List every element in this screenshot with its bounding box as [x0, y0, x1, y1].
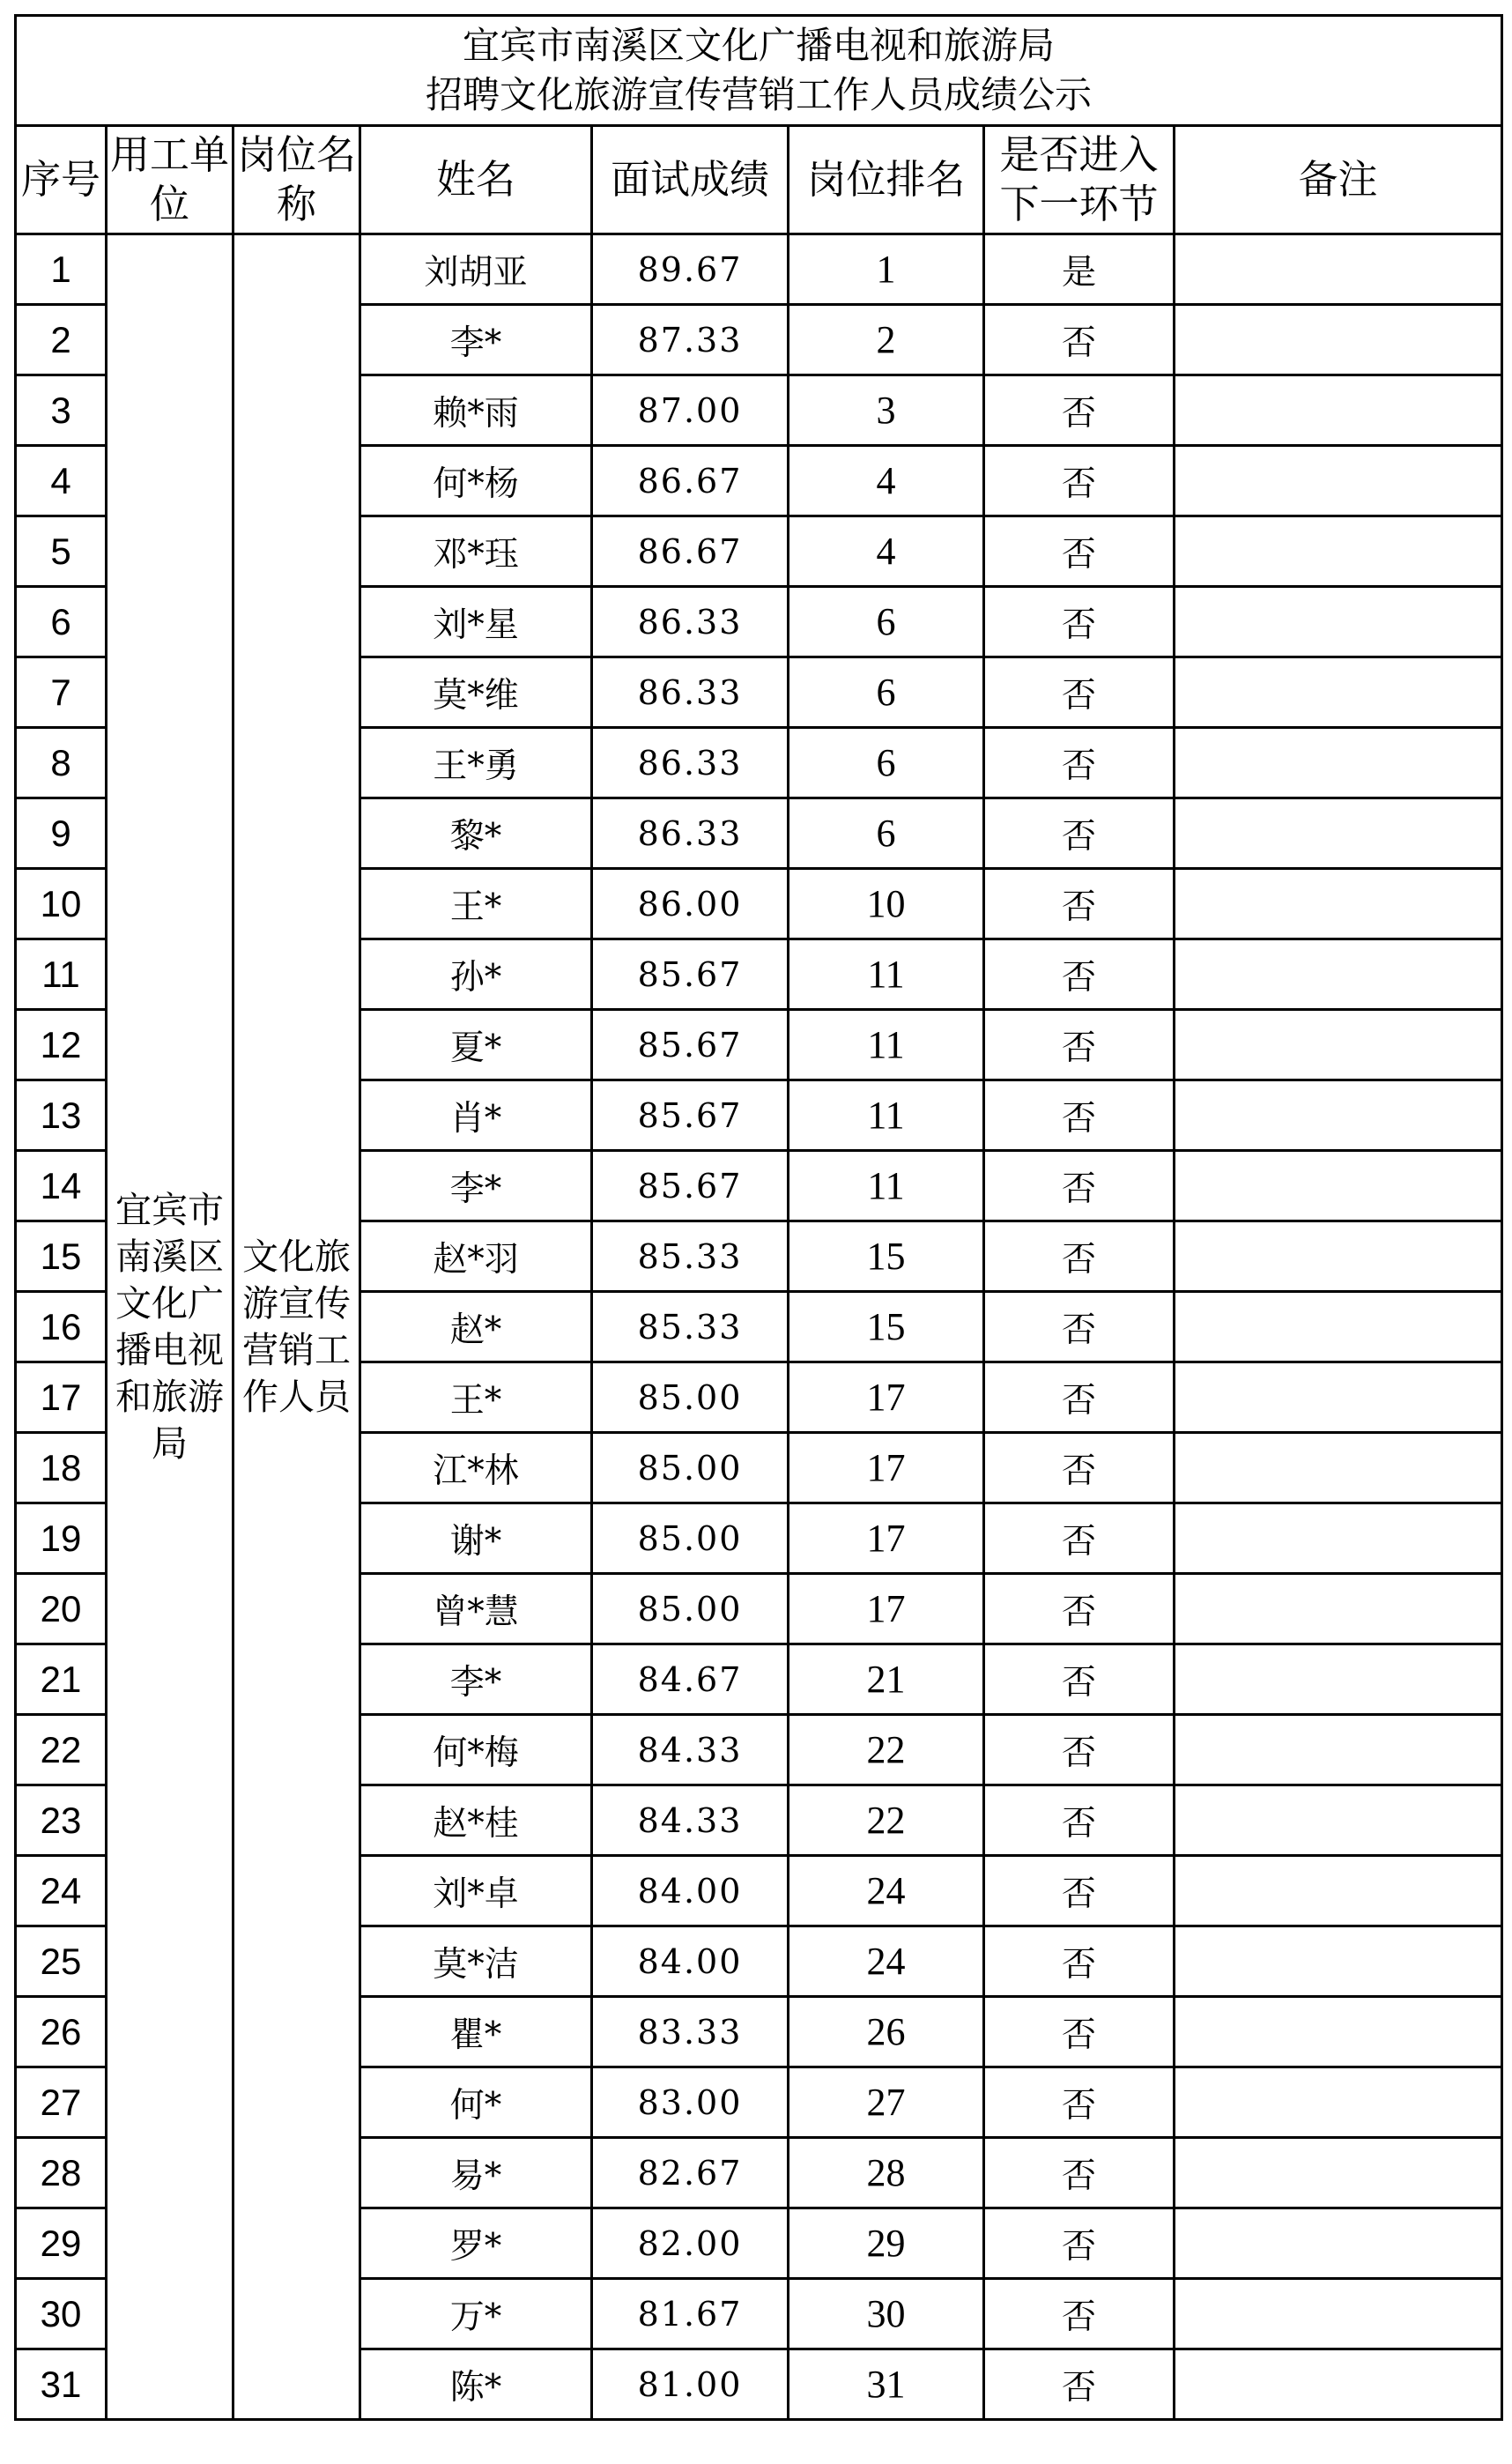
results-sheet: [14, 14, 1501, 2421]
cell-remark: [1175, 2279, 1502, 2349]
cell-no: 24: [16, 1856, 107, 1926]
cell-rank: 29: [789, 2208, 984, 2279]
cell-name: 赵*羽: [360, 1221, 592, 1292]
cell-score: 85.67: [592, 939, 789, 1010]
cell-score: 87.33: [592, 305, 789, 375]
cell-score: 86.33: [592, 798, 789, 869]
cell-next-stage: 否: [984, 2349, 1175, 2420]
cell-next-stage: 否: [984, 1997, 1175, 2067]
cell-next-stage: 否: [984, 1151, 1175, 1221]
title-line-2: 招聘文化旅游宣传营销工作人员成绩公示: [426, 73, 1093, 116]
cell-score: 86.33: [592, 587, 789, 657]
cell-score: 84.33: [592, 1785, 789, 1856]
cell-remark: [1175, 1221, 1502, 1292]
cell-rank: 21: [789, 1644, 984, 1715]
cell-next-stage: 否: [984, 2067, 1175, 2138]
cell-score: 83.00: [592, 2067, 789, 2138]
cell-rank: 28: [789, 2138, 984, 2208]
cell-name: 王*勇: [360, 728, 592, 798]
cell-rank: 31: [789, 2349, 984, 2420]
cell-score: 85.67: [592, 1010, 789, 1080]
cell-score: 85.00: [592, 1503, 789, 1574]
cell-score: 86.33: [592, 728, 789, 798]
cell-next-stage: 是: [984, 234, 1175, 305]
cell-score: 84.00: [592, 1926, 789, 1997]
cell-next-stage: 否: [984, 516, 1175, 587]
cell-next-stage: 否: [984, 1574, 1175, 1644]
cell-no: 19: [16, 1503, 107, 1574]
cell-no: 1: [16, 234, 107, 305]
cell-score: 85.00: [592, 1574, 789, 1644]
cell-remark: [1175, 1574, 1502, 1644]
cell-name: 何*: [360, 2067, 592, 2138]
cell-rank: 4: [789, 446, 984, 516]
cell-score: 82.00: [592, 2208, 789, 2279]
cell-no: 9: [16, 798, 107, 869]
header-name: 姓名: [360, 126, 592, 234]
cell-score: 85.67: [592, 1151, 789, 1221]
cell-next-stage: 否: [984, 1292, 1175, 1362]
cell-no: 12: [16, 1010, 107, 1080]
cell-remark: [1175, 939, 1502, 1010]
cell-no: 3: [16, 375, 107, 446]
cell-name: 李*: [360, 305, 592, 375]
cell-name: 莫*洁: [360, 1926, 592, 1997]
cell-rank: 17: [789, 1574, 984, 1644]
cell-no: 31: [16, 2349, 107, 2420]
cell-rank: 10: [789, 869, 984, 939]
cell-rank: 11: [789, 1080, 984, 1151]
cell-next-stage: 否: [984, 1010, 1175, 1080]
cell-remark: [1175, 1362, 1502, 1433]
cell-rank: 17: [789, 1362, 984, 1433]
cell-remark: [1175, 446, 1502, 516]
cell-name: 万*: [360, 2279, 592, 2349]
cell-rank: 11: [789, 939, 984, 1010]
cell-position: 文化旅游宣传营销工作人员: [233, 234, 360, 2420]
cell-name: 夏*: [360, 1010, 592, 1080]
header-score: 面试成绩: [592, 126, 789, 234]
cell-rank: 15: [789, 1221, 984, 1292]
cell-score: 81.00: [592, 2349, 789, 2420]
cell-next-stage: 否: [984, 1785, 1175, 1856]
cell-remark: [1175, 2067, 1502, 2138]
cell-name: 何*杨: [360, 446, 592, 516]
header-row: [16, 126, 1502, 234]
cell-no: 14: [16, 1151, 107, 1221]
cell-name: 赵*: [360, 1292, 592, 1362]
title-line-1: 宜宾市南溪区文化广播电视和旅游局: [463, 24, 1056, 67]
cell-next-stage: 否: [984, 1644, 1175, 1715]
cell-name: 肖*: [360, 1080, 592, 1151]
cell-score: 86.33: [592, 657, 789, 728]
cell-name: 江*林: [360, 1433, 592, 1503]
cell-name: 刘*星: [360, 587, 592, 657]
cell-name: 罗*: [360, 2208, 592, 2279]
cell-rank: 6: [789, 657, 984, 728]
cell-remark: [1175, 516, 1502, 587]
cell-name: 瞿*: [360, 1997, 592, 2067]
table-row: [16, 234, 1502, 305]
cell-rank: 3: [789, 375, 984, 446]
cell-next-stage: 否: [984, 1080, 1175, 1151]
cell-score: 84.67: [592, 1644, 789, 1715]
cell-score: 85.33: [592, 1292, 789, 1362]
cell-next-stage: 否: [984, 2279, 1175, 2349]
cell-name: 易*: [360, 2138, 592, 2208]
cell-next-stage: 否: [984, 2208, 1175, 2279]
cell-next-stage: 否: [984, 728, 1175, 798]
cell-remark: [1175, 1644, 1502, 1715]
cell-remark: [1175, 375, 1502, 446]
cell-no: 10: [16, 869, 107, 939]
cell-next-stage: 否: [984, 1362, 1175, 1433]
cell-no: 15: [16, 1221, 107, 1292]
cell-no: 26: [16, 1997, 107, 2067]
cell-name: 曾*慧: [360, 1574, 592, 1644]
cell-remark: [1175, 305, 1502, 375]
table-title: [16, 16, 1502, 126]
cell-name: 黎*: [360, 798, 592, 869]
cell-remark: [1175, 1856, 1502, 1926]
cell-score: 83.33: [592, 1997, 789, 2067]
cell-score: 86.67: [592, 516, 789, 587]
cell-name: 王*: [360, 869, 592, 939]
cell-score: 84.00: [592, 1856, 789, 1926]
cell-remark: [1175, 728, 1502, 798]
cell-name: 李*: [360, 1151, 592, 1221]
cell-next-stage: 否: [984, 1433, 1175, 1503]
title-row: [16, 16, 1502, 126]
cell-name: 孙*: [360, 939, 592, 1010]
header-employer: 用工单位: [107, 126, 233, 234]
cell-remark: [1175, 1433, 1502, 1503]
cell-rank: 6: [789, 587, 984, 657]
cell-score: 86.00: [592, 869, 789, 939]
cell-score: 85.67: [592, 1080, 789, 1151]
cell-remark: [1175, 1151, 1502, 1221]
cell-rank: 4: [789, 516, 984, 587]
cell-score: 85.00: [592, 1433, 789, 1503]
cell-no: 5: [16, 516, 107, 587]
cell-score: 87.00: [592, 375, 789, 446]
cell-no: 17: [16, 1362, 107, 1433]
cell-next-stage: 否: [984, 1926, 1175, 1997]
cell-next-stage: 否: [984, 446, 1175, 516]
cell-next-stage: 否: [984, 587, 1175, 657]
cell-name: 何*梅: [360, 1715, 592, 1785]
cell-no: 25: [16, 1926, 107, 1997]
cell-rank: 30: [789, 2279, 984, 2349]
cell-name: 王*: [360, 1362, 592, 1433]
cell-no: 4: [16, 446, 107, 516]
cell-remark: [1175, 1080, 1502, 1151]
cell-rank: 2: [789, 305, 984, 375]
table-body: [16, 16, 1502, 2420]
cell-no: 20: [16, 1574, 107, 1644]
cell-next-stage: 否: [984, 939, 1175, 1010]
cell-score: 86.67: [592, 446, 789, 516]
cell-next-stage: 否: [984, 1715, 1175, 1785]
cell-score: 85.00: [592, 1362, 789, 1433]
cell-rank: 11: [789, 1010, 984, 1080]
header-next-stage: 是否进入下一环节: [984, 126, 1175, 234]
cell-no: 28: [16, 2138, 107, 2208]
cell-next-stage: 否: [984, 798, 1175, 869]
cell-name: 赵*桂: [360, 1785, 592, 1856]
cell-rank: 24: [789, 1926, 984, 1997]
cell-name: 莫*维: [360, 657, 592, 728]
cell-no: 18: [16, 1433, 107, 1503]
cell-remark: [1175, 587, 1502, 657]
cell-remark: [1175, 798, 1502, 869]
cell-name: 赖*雨: [360, 375, 592, 446]
cell-next-stage: 否: [984, 305, 1175, 375]
header-position: 岗位名称: [233, 126, 360, 234]
cell-no: 2: [16, 305, 107, 375]
cell-next-stage: 否: [984, 1221, 1175, 1292]
cell-remark: [1175, 1715, 1502, 1785]
cell-rank: 6: [789, 728, 984, 798]
cell-no: 8: [16, 728, 107, 798]
cell-remark: [1175, 1503, 1502, 1574]
cell-rank: 17: [789, 1433, 984, 1503]
cell-next-stage: 否: [984, 1503, 1175, 1574]
cell-rank: 22: [789, 1715, 984, 1785]
cell-no: 23: [16, 1785, 107, 1856]
cell-remark: [1175, 657, 1502, 728]
cell-rank: 17: [789, 1503, 984, 1574]
cell-remark: [1175, 2349, 1502, 2420]
cell-next-stage: 否: [984, 2138, 1175, 2208]
cell-name: 陈*: [360, 2349, 592, 2420]
cell-score: 85.33: [592, 1221, 789, 1292]
results-table: [14, 14, 1503, 2421]
cell-no: 27: [16, 2067, 107, 2138]
header-rank: 岗位排名: [789, 126, 984, 234]
cell-rank: 22: [789, 1785, 984, 1856]
cell-no: 22: [16, 1715, 107, 1785]
cell-remark: [1175, 2208, 1502, 2279]
cell-no: 13: [16, 1080, 107, 1151]
cell-rank: 26: [789, 1997, 984, 2067]
cell-no: 16: [16, 1292, 107, 1362]
cell-rank: 24: [789, 1856, 984, 1926]
cell-no: 21: [16, 1644, 107, 1715]
cell-remark: [1175, 869, 1502, 939]
cell-name: 谢*: [360, 1503, 592, 1574]
cell-score: 82.67: [592, 2138, 789, 2208]
cell-no: 7: [16, 657, 107, 728]
cell-name: 刘*卓: [360, 1856, 592, 1926]
cell-remark: [1175, 1292, 1502, 1362]
cell-score: 81.67: [592, 2279, 789, 2349]
cell-name: 邓*珏: [360, 516, 592, 587]
cell-remark: [1175, 234, 1502, 305]
cell-no: 6: [16, 587, 107, 657]
cell-no: 29: [16, 2208, 107, 2279]
cell-score: 84.33: [592, 1715, 789, 1785]
header-remark: 备注: [1175, 126, 1502, 234]
cell-rank: 15: [789, 1292, 984, 1362]
cell-remark: [1175, 1010, 1502, 1080]
cell-score: 89.67: [592, 234, 789, 305]
cell-rank: 1: [789, 234, 984, 305]
cell-rank: 27: [789, 2067, 984, 2138]
cell-remark: [1175, 1926, 1502, 1997]
header-no: 序号: [16, 126, 107, 234]
cell-next-stage: 否: [984, 1856, 1175, 1926]
cell-next-stage: 否: [984, 375, 1175, 446]
cell-rank: 6: [789, 798, 984, 869]
cell-remark: [1175, 2138, 1502, 2208]
cell-next-stage: 否: [984, 869, 1175, 939]
cell-rank: 11: [789, 1151, 984, 1221]
cell-no: 11: [16, 939, 107, 1010]
cell-employer: 宜宾市南溪区文化广播电视和旅游局: [107, 234, 233, 2420]
cell-no: 30: [16, 2279, 107, 2349]
cell-name: 李*: [360, 1644, 592, 1715]
cell-name: 刘胡亚: [360, 234, 592, 305]
cell-remark: [1175, 1997, 1502, 2067]
cell-remark: [1175, 1785, 1502, 1856]
cell-next-stage: 否: [984, 657, 1175, 728]
